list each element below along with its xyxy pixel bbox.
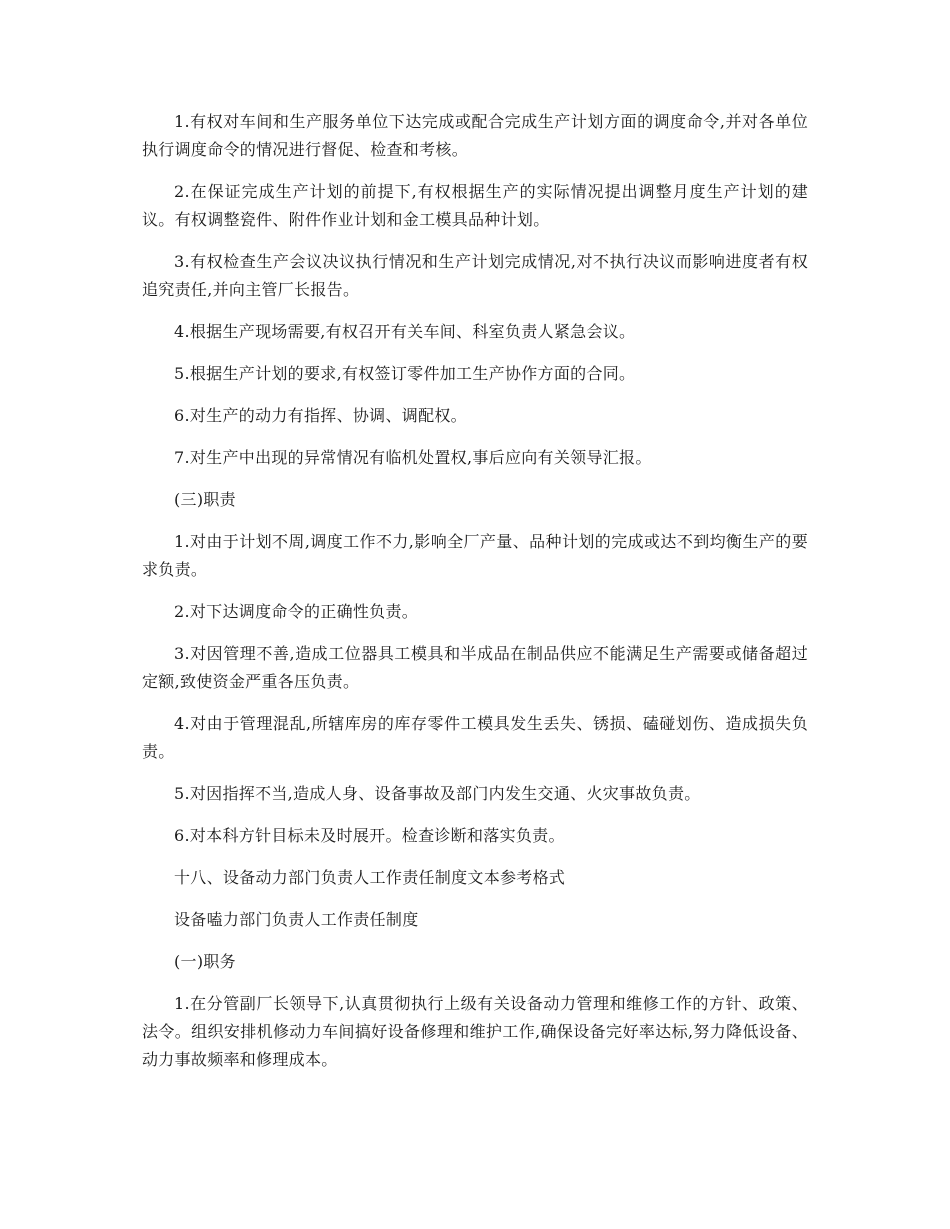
chapter-heading-18: 十八、设备动力部门负责人工作责任制度文本参考格式 <box>174 868 566 887</box>
section-heading-duties: (一)职务 <box>174 952 236 971</box>
document-body <box>142 108 808 1088</box>
document-subtitle: 设备嗑力部门负责人工作责任制度 <box>174 910 419 929</box>
paragraph-responsibility-3: 3.对因管理不善,造成工位器具工模具和半成品在制品供应不能满足生产需要或储备超过定额,致使资金严重各压负责。 <box>142 644 808 691</box>
paragraph-authority-2: 2.在保证完成生产计划的前提下,有权根据生产的实际情况提出调整月度生产计划的建议。有权调整瓷件、附件作业计划和金工模具品种计划。 <box>142 182 808 229</box>
paragraph-authority-6: 6.对生产的动力有指挥、协调、调配权。 <box>174 406 467 425</box>
paragraph-responsibility-2: 2.对下达调度命令的正确性负责。 <box>174 602 419 621</box>
paragraph-duty-1: 1.在分管副厂长领导下,认真贯彻执行上级有关设备动力管理和维修工作的方针、政策、法令。组织安排机修动力车间搞好设备修理和维护工作,确保设备完好率达标,努力降低设备、动力事故频率和修理成本。 <box>142 994 808 1069</box>
paragraph-authority-4: 4.根据生产现场需要,有权召开有关车间、科室负责人紧急会议。 <box>174 322 636 341</box>
paragraph-responsibility-4: 4.对由于管理混乱,所辖库房的库存零件工模具发生丢失、锈损、磕碰划伤、造成损失负责。 <box>142 714 808 761</box>
paragraph-authority-5: 5.根据生产计划的要求,有权签订零件加工生产协作方面的合同。 <box>174 364 636 383</box>
paragraph-responsibility-5: 5.对因指挥不当,造成人身、设备事故及部门内发生交通、火灾事故负责。 <box>174 784 701 803</box>
paragraph-responsibility-1: 1.对由于计划不周,调度工作不力,影响全厂产量、品种计划的完成或达不到均衡生产的要求负责。 <box>142 532 808 579</box>
paragraph-responsibility-6: 6.对本科方针目标未及时展开。检查诊断和落实负责。 <box>174 826 565 845</box>
paragraph-authority-3: 3.有权检查生产会议决议执行情况和生产计划完成情况,对不执行决议而影响进度者有权追究责任,并向主管厂长报告。 <box>142 252 808 299</box>
paragraph-authority-1: 1.有权对车间和生产服务单位下达完成或配合完成生产计划方面的调度命令,并对各单位执行调度命令的情况进行督促、检查和考核。 <box>142 112 808 159</box>
section-heading-responsibilities: (三)职责 <box>174 490 236 509</box>
paragraph-authority-7: 7.对生产中出现的异常情况有临机处置权,事后应向有关领导汇报。 <box>174 448 652 467</box>
